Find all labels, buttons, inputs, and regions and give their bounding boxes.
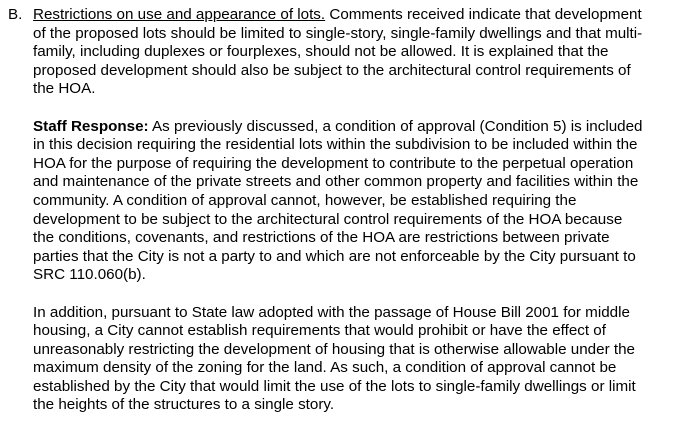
text-line: family, including duplexes or fourplexes, should not be allowed. It is explained that the [33, 43, 609, 61]
text-line: in this decision requiring the residential lots within the subdivision to be included within the [33, 136, 638, 154]
text-line: parties that the City is not a party to and which are not enforceable by the City pursuant to [33, 247, 636, 265]
text-line-segment: Comments received indicate that development [325, 6, 642, 23]
text-line: established by the City that would limit the use of the lots to single-family dwellings or limit [33, 377, 636, 395]
text-line: maximum density of the zoning for the land. As such, a condition of approval cannot be [33, 359, 617, 377]
intro-paragraph [33, 6, 683, 99]
text-line: SRC 110.060(b). [33, 266, 146, 284]
text-line: community. A condition of approval cannot, however, be established requiring the [33, 191, 577, 209]
staff-response-label: Staff Response: [33, 117, 149, 135]
text-line: unreasonably restricting the development of housing that is otherwise allowable under the [33, 340, 635, 358]
text-line: proposed development should also be subject to the architectural control requirements of [33, 61, 631, 79]
staff-response-paragraph [33, 118, 683, 285]
text-line: the HOA. [33, 80, 96, 98]
text-line [33, 6, 683, 25]
item-marker: B. [8, 6, 23, 23]
text-line-segment: As previously discussed, a condition of approval (Condition 5) is included [148, 117, 643, 135]
text-line: In addition, pursuant to State law adopted with the passage of House Bill 2001 for middle [33, 303, 630, 321]
text-line: and maintenance of the private streets and other common property and facilities within the [33, 173, 639, 191]
text-line: development to be subject to the architectural control requirements of the HOA because [33, 210, 623, 228]
text-line: the heights of the structures to a single story. [33, 396, 335, 414]
text-line: the conditions, covenants, and restrictions of the HOA are restrictions between private [33, 229, 610, 247]
section-heading: Restrictions on use and appearance of lots. [33, 6, 326, 23]
addition-paragraph [33, 304, 683, 416]
text-line: housing, a City cannot establish requirements that would prohibit or have the effect of [33, 322, 606, 340]
text-line: of the proposed lots should be limited to single-story, single-family dwellings and that multi- [33, 24, 643, 42]
section-body [33, 6, 683, 415]
text-line: HOA for the purpose of requiring the development to contribute to the perpetual operation [33, 154, 634, 172]
text-line [33, 118, 683, 137]
